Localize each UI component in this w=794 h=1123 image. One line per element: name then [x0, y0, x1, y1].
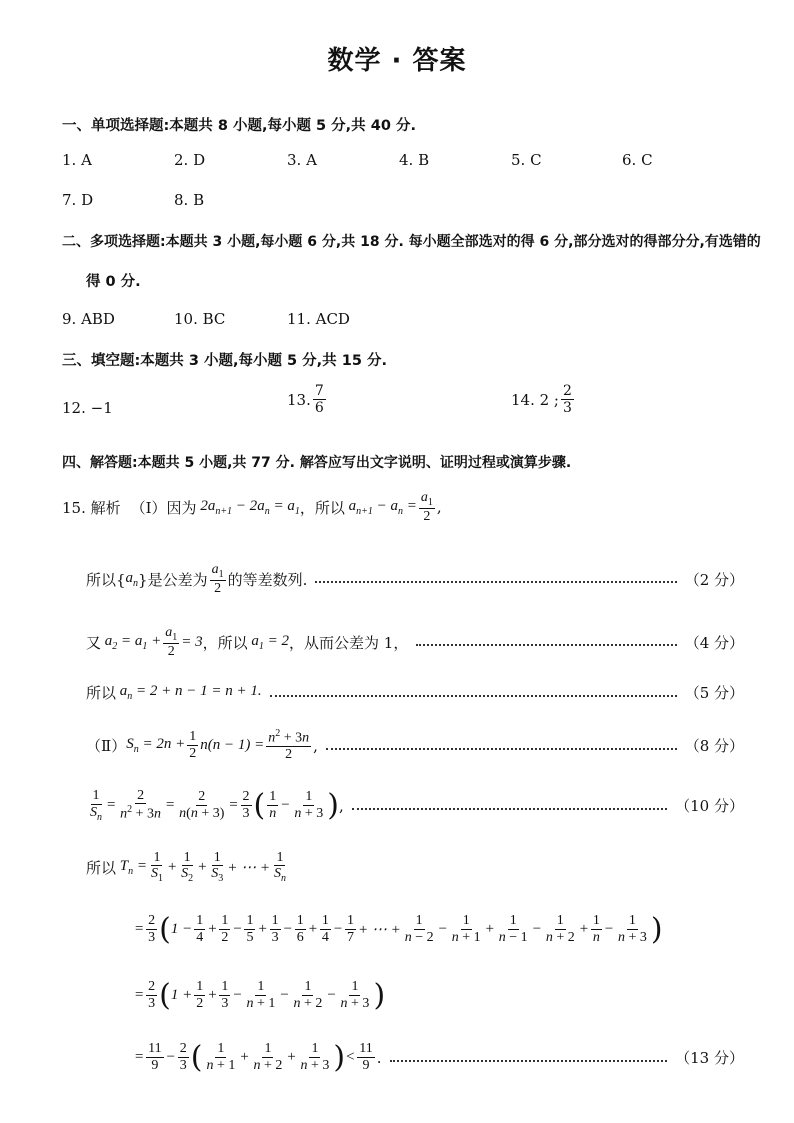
answer-14	[511, 384, 576, 416]
step-8	[134, 912, 663, 947]
answer-14-fraction	[561, 384, 574, 416]
q15-frac-a1-2: $\frac{a_1}{2}$	[420, 490, 433, 524]
q15-text1: ，所以	[299, 498, 345, 517]
step-7	[86, 850, 290, 885]
leader-dots	[326, 748, 677, 750]
section1-header: 一、单项选择题:本题共 8 小题,每小题 5 分,共 40 分.	[62, 118, 416, 134]
frac: $\frac{1}{n + 3}$	[300, 1041, 330, 1073]
step-6	[86, 788, 744, 823]
step-3-eq-b: = 3	[181, 633, 203, 650]
frac-1-s2: $\frac{1}{S_2}$	[181, 850, 194, 885]
frac-2-3: $\frac{2}{3}$	[179, 1041, 187, 1073]
minus: −	[437, 921, 448, 937]
plus: +	[197, 858, 208, 875]
frac-1-s3: $\frac{1}{S_3}$	[211, 850, 224, 885]
paren-open: (	[159, 912, 171, 947]
q15-intro	[62, 490, 442, 525]
comma: ,	[436, 498, 442, 517]
frac: $\frac{1}{7}$	[346, 913, 354, 945]
frac: $\frac{1}{n + 1}$	[246, 979, 276, 1011]
minus: −	[326, 987, 337, 1003]
answer-13-label: 13.	[287, 391, 311, 410]
leader-dots	[315, 581, 676, 583]
paren-open: (	[190, 1040, 203, 1075]
step-2-an: $a_n$	[125, 569, 139, 589]
answer-13-fraction	[313, 384, 326, 416]
equals: =	[134, 921, 145, 937]
answer-4: 4. B	[399, 151, 430, 169]
paren-close: )	[373, 978, 386, 1013]
paren-close: )	[650, 912, 663, 947]
step-3	[86, 625, 744, 660]
score-4: （4 分）	[684, 633, 744, 652]
frac-1-n: $\frac{1}{n}$	[269, 789, 277, 821]
step-4-eq: $a_n = 2 + n - 1 = n + 1$.	[119, 683, 262, 702]
frac: $\frac{1}{n + 1}$	[451, 913, 481, 945]
score-13: （13 分）	[675, 1049, 744, 1067]
step-10	[134, 1040, 744, 1075]
leader-dots	[416, 644, 676, 646]
step-9	[134, 978, 385, 1013]
frac-2-nn3: $\frac{2}{n(n + 3)}$	[179, 789, 225, 821]
comma: ,	[338, 796, 344, 815]
less-than: <	[345, 1049, 356, 1065]
answer-13-numerator: 7	[314, 383, 324, 399]
comma: ,	[313, 736, 318, 755]
answer-2: 2. D	[174, 151, 206, 169]
step-3-frac: $\frac{a_1}{2}$	[165, 625, 178, 659]
frac-11-9: $\frac{11}{9}$	[359, 1041, 373, 1073]
leader-dots	[352, 808, 667, 810]
step-4-text: 所以	[86, 684, 117, 702]
plus: +	[578, 921, 589, 937]
score-10: （10 分）	[675, 797, 744, 816]
answer-5: 5. C	[511, 151, 542, 169]
frac: $\frac{1}{n}$	[592, 913, 600, 945]
step-3-text-c: ，从而公差为 1，	[289, 633, 409, 652]
frac: $\frac{1}{n - 2}$	[404, 913, 434, 945]
frac: $\frac{1}{4}$	[196, 913, 204, 945]
minus: −	[165, 1049, 176, 1065]
step-4	[86, 682, 744, 703]
answer-14-label: 14. 2 ;	[511, 391, 559, 410]
frac-1-n3: $\frac{1}{n + 3}$	[294, 789, 324, 821]
frac: $\frac{1}{5}$	[246, 913, 254, 945]
plus: +	[307, 921, 318, 937]
answer-7: 7. D	[62, 191, 94, 209]
score-5: （5 分）	[684, 684, 744, 702]
answer-3: 3. A	[287, 151, 317, 169]
step-5-eq-b: n(n − 1) =	[200, 737, 265, 754]
term: 1 −	[170, 921, 193, 937]
section2-header-cont: 得 0 分.	[86, 274, 141, 290]
frac-1-sn: $\frac{1}{S_n}$	[90, 788, 102, 823]
plus: +	[166, 858, 178, 875]
score-8: （8 分）	[684, 737, 744, 756]
q15-part1: （Ⅰ）因为	[130, 498, 197, 517]
equals: =	[134, 1049, 145, 1065]
frac: $\frac{1}{n + 3}$	[617, 913, 647, 945]
plus: +	[207, 921, 218, 937]
ellipsis: + ⋯ +	[357, 922, 401, 938]
frac: $\frac{1}{n + 2}$	[253, 1041, 283, 1073]
minus: −	[232, 987, 243, 1003]
q15-eq2: $a_{n+1} - a_n$ =	[348, 497, 417, 517]
step-5-eq: $S_n = 2n$ +	[126, 736, 186, 756]
frac: $\frac{1}{3}$	[221, 979, 229, 1011]
step-2-frac: $\frac{a_1}{2}$	[211, 562, 224, 596]
frac-2-n2: $\frac{2}{n^2 + 3n}$	[120, 788, 162, 823]
paren-open: (	[159, 978, 171, 1013]
minus: −	[603, 921, 614, 937]
step-3-text-a: 又	[86, 633, 102, 652]
frac: $\frac{1}{6}$	[296, 913, 304, 945]
frac: $\frac{1}{3}$	[271, 913, 279, 945]
minus: −	[279, 987, 290, 1003]
minus: −	[531, 921, 542, 937]
step-7-tn: $T_n$ =	[119, 857, 147, 877]
frac: $\frac{1}{n + 1}$	[206, 1041, 236, 1073]
minus: −	[282, 921, 293, 937]
q15-eq1: $2a_{n+1} - 2a_n = a_1$	[196, 497, 300, 517]
minus: −	[332, 921, 343, 937]
step-2-text-a: 所以{	[86, 570, 126, 589]
frac: $\frac{1}{4}$	[321, 913, 329, 945]
section2-header: 二、多项选择题:本题共 3 小题,每小题 6 分,共 18 分. 每小题全部选对的得 6 分,部分选对的得部分分,有选错的	[62, 234, 761, 250]
equals: =	[228, 797, 239, 814]
plus: +	[257, 921, 268, 937]
frac-1-s1: $\frac{1}{S_1}$	[150, 850, 163, 885]
score-2: （2 分）	[684, 570, 744, 589]
q15-label: 15. 解析	[62, 498, 121, 517]
minus: −	[232, 921, 243, 937]
paren-close: )	[327, 788, 339, 824]
equals: =	[165, 797, 176, 814]
period: .	[376, 1048, 382, 1067]
answer-11: 11. ACD	[287, 310, 350, 328]
frac: $\frac{1}{n + 2}$	[545, 913, 575, 945]
frac: $\frac{1}{2}$	[196, 979, 204, 1011]
section4-header: 四、解答题:本题共 5 小题,共 77 分. 解答应写出文字说明、证明过程或演算步骤.	[62, 455, 572, 471]
answer-1: 1. A	[62, 151, 92, 169]
answer-12: 12. −1	[62, 399, 113, 417]
paren-open: (	[253, 788, 266, 824]
step-2-text-b: }是公差为	[138, 570, 208, 589]
step-5-text: （Ⅱ）	[86, 737, 127, 756]
equals: =	[106, 797, 117, 814]
term: 1 +	[170, 987, 193, 1003]
plus: +	[286, 1049, 297, 1065]
plus: +	[207, 987, 218, 1003]
leader-dots	[390, 1060, 668, 1062]
frac: $\frac{1}{2}$	[221, 913, 229, 945]
section3-header: 三、填空题:本题共 3 小题,每小题 5 分,共 15 分.	[62, 353, 387, 369]
answer-10: 10. BC	[174, 310, 226, 328]
step-2-text-c: 的等差数列.	[227, 570, 308, 589]
frac: $\frac{1}{n + 2}$	[293, 979, 323, 1011]
frac-2-3: $\frac{2}{3}$	[242, 789, 250, 821]
step-2	[86, 562, 744, 597]
frac-11-9: $\frac{11}{9}$	[148, 1041, 162, 1073]
frac-2-3: $\frac{2}{3}$	[148, 913, 156, 945]
leader-dots	[270, 695, 677, 697]
plus: +	[484, 921, 495, 937]
step-3-eq-c: $a_1 = 2$	[251, 632, 290, 652]
plus: +	[239, 1049, 250, 1065]
answer-8: 8. B	[174, 191, 205, 209]
answer-13	[287, 384, 328, 416]
answer-13-denominator: 6	[314, 400, 324, 417]
minus: −	[280, 797, 291, 814]
answer-14-numerator: 2	[563, 383, 572, 399]
step-5	[86, 728, 744, 763]
step-5-frac-result: $\frac{n^2 + 3n}{2}$	[268, 728, 310, 763]
frac: $\frac{1}{n - 1}$	[498, 913, 528, 945]
step-3-text-b: ，所以	[202, 633, 248, 652]
answer-6: 6. C	[622, 151, 653, 169]
frac: $\frac{1}{n + 3}$	[340, 979, 370, 1011]
step-5-frac-half: $\frac{1}{2}$	[189, 729, 197, 761]
frac-1-sn: $\frac{1}{S_n}$	[273, 850, 286, 885]
step-3-eq: $a_2 = a_1$ +	[104, 632, 162, 652]
answer-9: 9. ABD	[62, 310, 115, 328]
paren-close: )	[333, 1040, 346, 1075]
step-7-text: 所以	[86, 858, 117, 877]
ellipsis-sum: + ⋯ +	[227, 859, 270, 876]
page-title: 数学 · 答案	[327, 46, 467, 76]
answer-14-denominator: 3	[563, 400, 572, 417]
equals: =	[134, 987, 145, 1003]
frac-2-3: $\frac{2}{3}$	[148, 979, 156, 1011]
